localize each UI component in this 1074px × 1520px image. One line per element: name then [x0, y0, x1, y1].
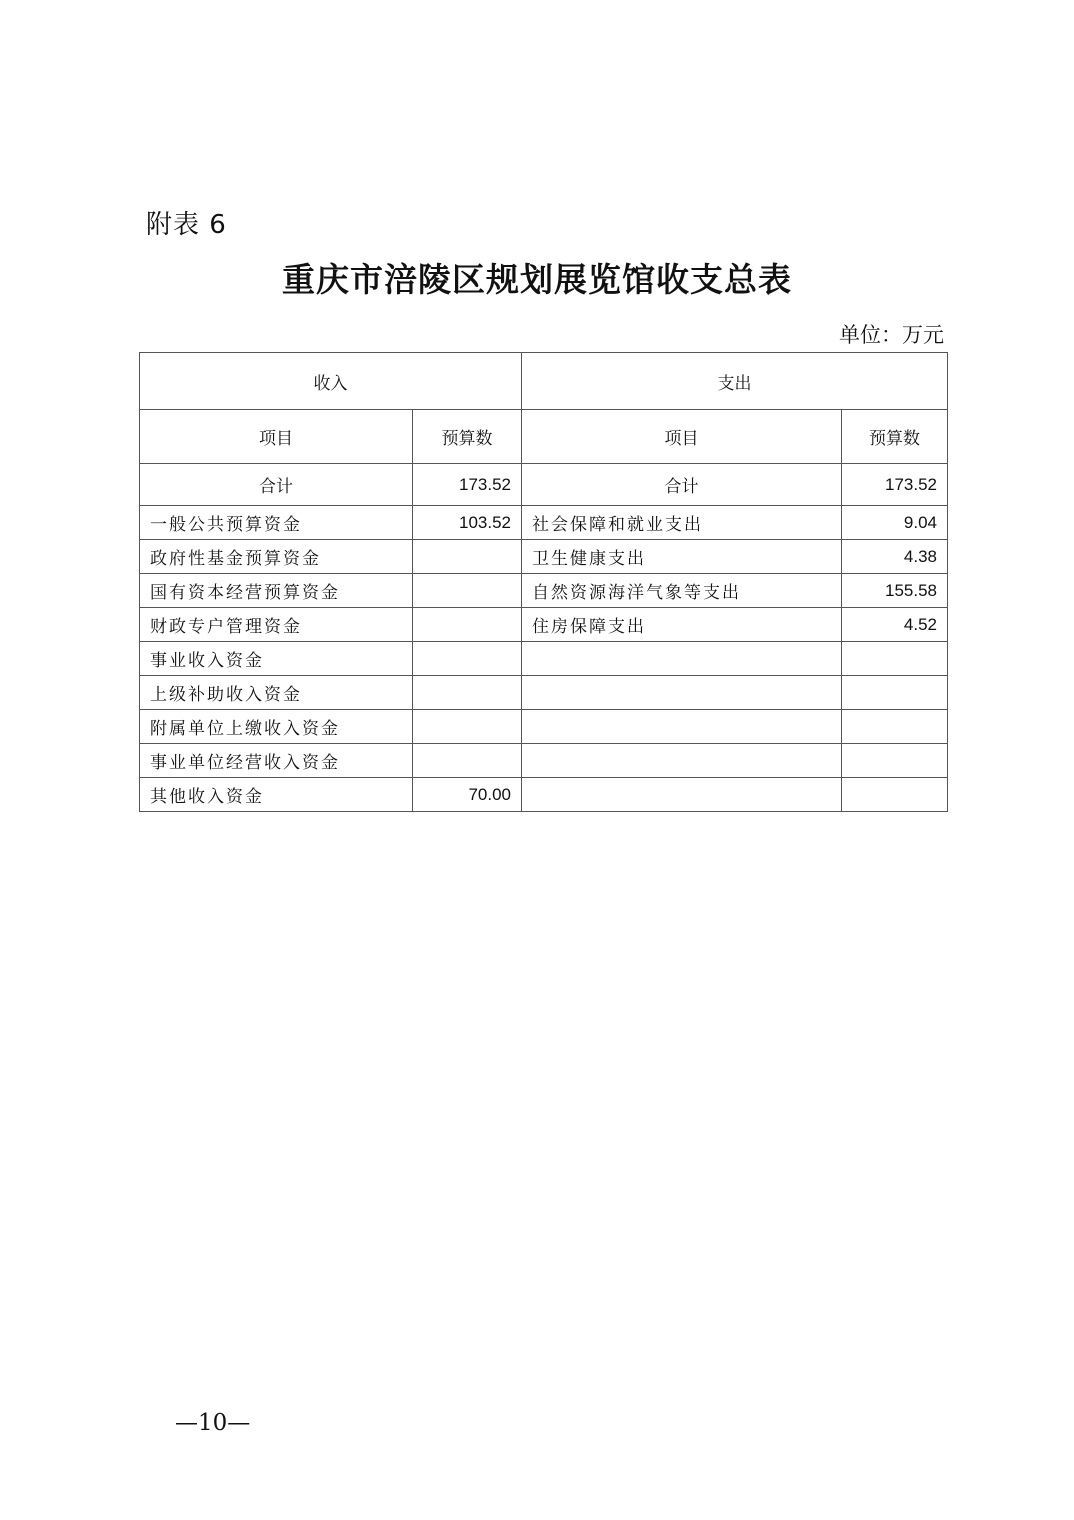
- expense-total-value: 173.52: [842, 464, 948, 506]
- table-row: [140, 608, 948, 642]
- expense-section-header: 支出: [522, 353, 948, 410]
- expense-item-column-header: 项目: [522, 410, 842, 464]
- income-value: 103.52: [413, 506, 522, 540]
- expense-value: [842, 744, 948, 778]
- expense-item: 自然资源海洋气象等支出: [522, 574, 842, 608]
- income-item: 财政专户管理资金: [140, 608, 413, 642]
- income-item: 国有资本经营预算资金: [140, 574, 413, 608]
- total-row: [140, 464, 948, 506]
- income-value: [413, 710, 522, 744]
- expense-value: [842, 778, 948, 812]
- expense-value: [842, 710, 948, 744]
- table-row: [140, 540, 948, 574]
- page-number: —10—: [175, 1410, 251, 1436]
- expense-value: 155.58: [842, 574, 948, 608]
- income-section-header: 收入: [140, 353, 522, 410]
- expense-item: [522, 642, 842, 676]
- income-budget-column-header: 预算数: [413, 410, 522, 464]
- table-column-header-row: [140, 410, 948, 464]
- income-item: 事业单位经营收入资金: [140, 744, 413, 778]
- income-item: 事业收入资金: [140, 642, 413, 676]
- expense-value: 4.52: [842, 608, 948, 642]
- income-value: [413, 574, 522, 608]
- expense-item: 社会保障和就业支出: [522, 506, 842, 540]
- income-value: 70.00: [413, 778, 522, 812]
- income-item-column-header: 项目: [140, 410, 413, 464]
- table-row: [140, 642, 948, 676]
- expense-item: [522, 778, 842, 812]
- expense-value: [842, 642, 948, 676]
- income-item: 上级补助收入资金: [140, 676, 413, 710]
- expense-item: [522, 710, 842, 744]
- document-title: 重庆市涪陵区规划展览馆收支总表: [282, 260, 792, 299]
- income-value: [413, 608, 522, 642]
- income-item: 一般公共预算资金: [140, 506, 413, 540]
- table-row: [140, 676, 948, 710]
- unit-label: 单位：万元: [839, 323, 944, 347]
- expense-total-label: 合计: [522, 464, 842, 506]
- table-row: [140, 778, 948, 812]
- table-row: [140, 710, 948, 744]
- expense-value: 4.38: [842, 540, 948, 574]
- income-total-value: 173.52: [413, 464, 522, 506]
- expense-item: 住房保障支出: [522, 608, 842, 642]
- expense-item: 卫生健康支出: [522, 540, 842, 574]
- income-item: 附属单位上缴收入资金: [140, 710, 413, 744]
- income-value: [413, 744, 522, 778]
- budget-table: [139, 352, 948, 812]
- income-item: 政府性基金预算资金: [140, 540, 413, 574]
- table-row: [140, 574, 948, 608]
- expense-value: 9.04: [842, 506, 948, 540]
- income-total-label: 合计: [140, 464, 413, 506]
- expense-budget-column-header: 预算数: [842, 410, 948, 464]
- income-item: 其他收入资金: [140, 778, 413, 812]
- expense-value: [842, 676, 948, 710]
- expense-item: [522, 744, 842, 778]
- expense-item: [522, 676, 842, 710]
- table-row: [140, 506, 948, 540]
- attachment-label: 附表 6: [146, 210, 227, 240]
- income-value: [413, 676, 522, 710]
- income-value: [413, 642, 522, 676]
- table-section-header-row: [140, 353, 948, 410]
- income-value: [413, 540, 522, 574]
- table-row: [140, 744, 948, 778]
